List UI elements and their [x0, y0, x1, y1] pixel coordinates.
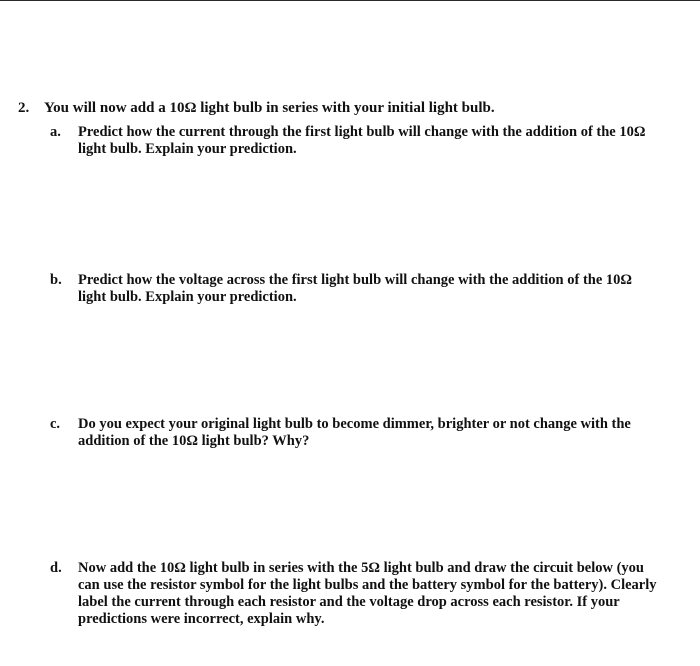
part-a-letter: a. — [50, 124, 61, 140]
part-a-text: Predict how the current through the first light bulb will change with the addition of the 10Ω light bulb. Explain your prediction. — [78, 124, 646, 157]
part-b-text: Predict how the voltage across the first light bulb will change with the addition of the 10Ω light bulb. Explain your prediction. — [78, 272, 633, 305]
question-number: 2. — [18, 100, 30, 116]
part-a — [50, 124, 662, 158]
part-d-letter: d. — [50, 560, 62, 576]
part-b — [50, 272, 662, 306]
part-c — [50, 416, 662, 450]
part-c-text: Do you expect your original light bulb to become dimmer, brighter or not change with the addition of the 10Ω light bulb? Why? — [78, 416, 631, 449]
question-2 — [18, 100, 678, 117]
question-stem: You will now add a 10Ω light bulb in series with your initial light bulb. — [44, 100, 495, 116]
part-c-letter: c. — [50, 416, 61, 432]
page-top-border — [0, 0, 700, 1]
part-b-letter: b. — [50, 272, 62, 288]
part-d — [50, 560, 662, 628]
part-d-text: Now add the 10Ω light bulb in series with the 5Ω light bulb and draw the circuit below (you can use the resistor symbol for the light bulbs and the battery symbol for the battery). Clearly label the current through each resistor and the voltage drop across each resistor. If your predictions were incorrect, explain why. — [78, 560, 657, 627]
